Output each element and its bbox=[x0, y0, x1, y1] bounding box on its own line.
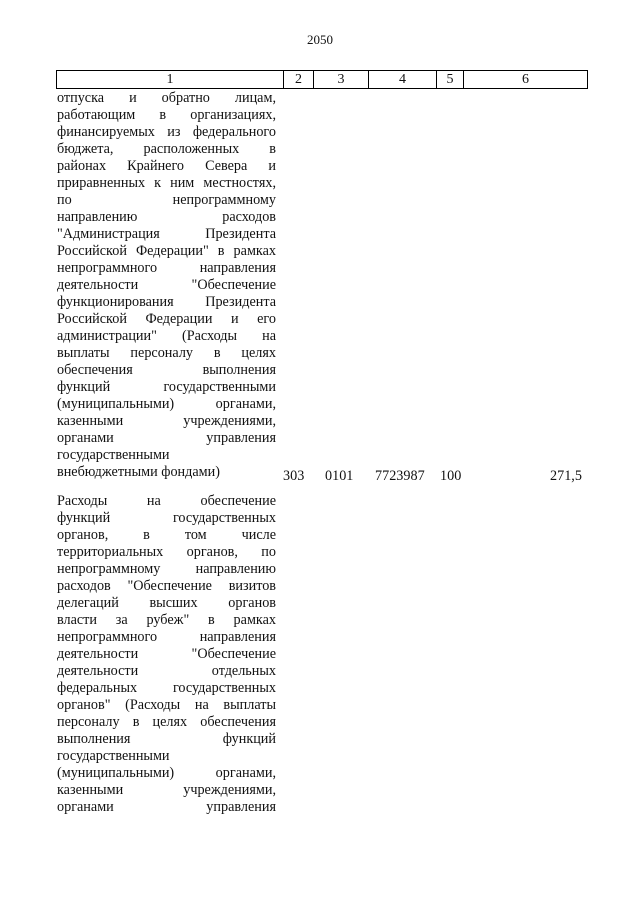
description-line: по непрограммному bbox=[57, 192, 276, 208]
description-line: функций государственными bbox=[57, 379, 276, 395]
description-line: отпуска и обратно лицам, bbox=[57, 90, 276, 106]
description-line: обеспечения выполнения bbox=[57, 362, 276, 378]
row-1-col4: 7723987 bbox=[375, 468, 425, 484]
description-line: непрограммному направлению bbox=[57, 561, 276, 577]
column-header-5: 5 bbox=[436, 70, 464, 89]
row-1-col6: 271,5 bbox=[550, 468, 582, 484]
description-line: Расходы на обеспечение bbox=[57, 493, 276, 509]
description-line: государственными bbox=[57, 447, 170, 463]
description-line: власти за рубеж" в рамках bbox=[57, 612, 276, 628]
description-line: работающим в организациях, bbox=[57, 107, 276, 123]
row-2-description bbox=[57, 493, 276, 816]
description-line: функционирования Президента bbox=[57, 294, 276, 310]
row-1-col5: 100 bbox=[440, 468, 462, 484]
page-number: 2050 bbox=[307, 32, 333, 47]
description-line: казенными учреждениями, bbox=[57, 413, 276, 429]
row-1-description bbox=[57, 90, 276, 481]
description-line: непрограммного направления bbox=[57, 629, 276, 645]
column-header-3: 3 bbox=[313, 70, 369, 89]
description-line: расходов "Обеспечение визитов bbox=[57, 578, 276, 594]
description-line: бюджета, расположенных в bbox=[57, 141, 276, 157]
description-line: внебюджетными фондами) bbox=[57, 464, 220, 480]
description-line: государственными bbox=[57, 748, 170, 764]
description-line: органов" (Расходы на выплаты bbox=[57, 697, 276, 713]
description-line: делегаций высших органов bbox=[57, 595, 276, 611]
row-1-col3: 0101 bbox=[325, 468, 354, 484]
row-1-col2: 303 bbox=[283, 468, 305, 484]
description-line: федеральных государственных bbox=[57, 680, 276, 696]
description-line: (муниципальными) органами, bbox=[57, 396, 276, 412]
description-line: администрации" (Расходы на bbox=[57, 328, 276, 344]
column-header-6: 6 bbox=[463, 70, 588, 89]
description-line: приравненных к ним местностях, bbox=[57, 175, 276, 191]
column-header-2: 2 bbox=[283, 70, 314, 89]
description-line: территориальных органов, по bbox=[57, 544, 276, 560]
description-line: деятельности "Обеспечение bbox=[57, 646, 276, 662]
description-line: выплаты персоналу в целях bbox=[57, 345, 276, 361]
description-line: непрограммного направления bbox=[57, 260, 276, 276]
description-line: органов, в том числе bbox=[57, 527, 276, 543]
description-line: Российской Федерации и его bbox=[57, 311, 276, 327]
description-line: деятельности "Обеспечение bbox=[57, 277, 276, 293]
description-line: (муниципальными) органами, bbox=[57, 765, 276, 781]
description-line: органами управления bbox=[57, 799, 276, 815]
description-line: финансируемых из федерального bbox=[57, 124, 276, 140]
description-line: направлению расходов bbox=[57, 209, 276, 225]
description-line: казенными учреждениями, bbox=[57, 782, 276, 798]
description-line: выполнения функций bbox=[57, 731, 276, 747]
description-line: деятельности отдельных bbox=[57, 663, 276, 679]
column-header-1: 1 bbox=[56, 70, 284, 89]
description-line: органами управления bbox=[57, 430, 276, 446]
column-header-4: 4 bbox=[368, 70, 437, 89]
description-line: функций государственных bbox=[57, 510, 276, 526]
description-line: Российской Федерации" в рамках bbox=[57, 243, 276, 259]
description-line: "Администрация Президента bbox=[57, 226, 276, 242]
description-line: персоналу в целях обеспечения bbox=[57, 714, 276, 730]
description-line: районах Крайнего Севера и bbox=[57, 158, 276, 174]
